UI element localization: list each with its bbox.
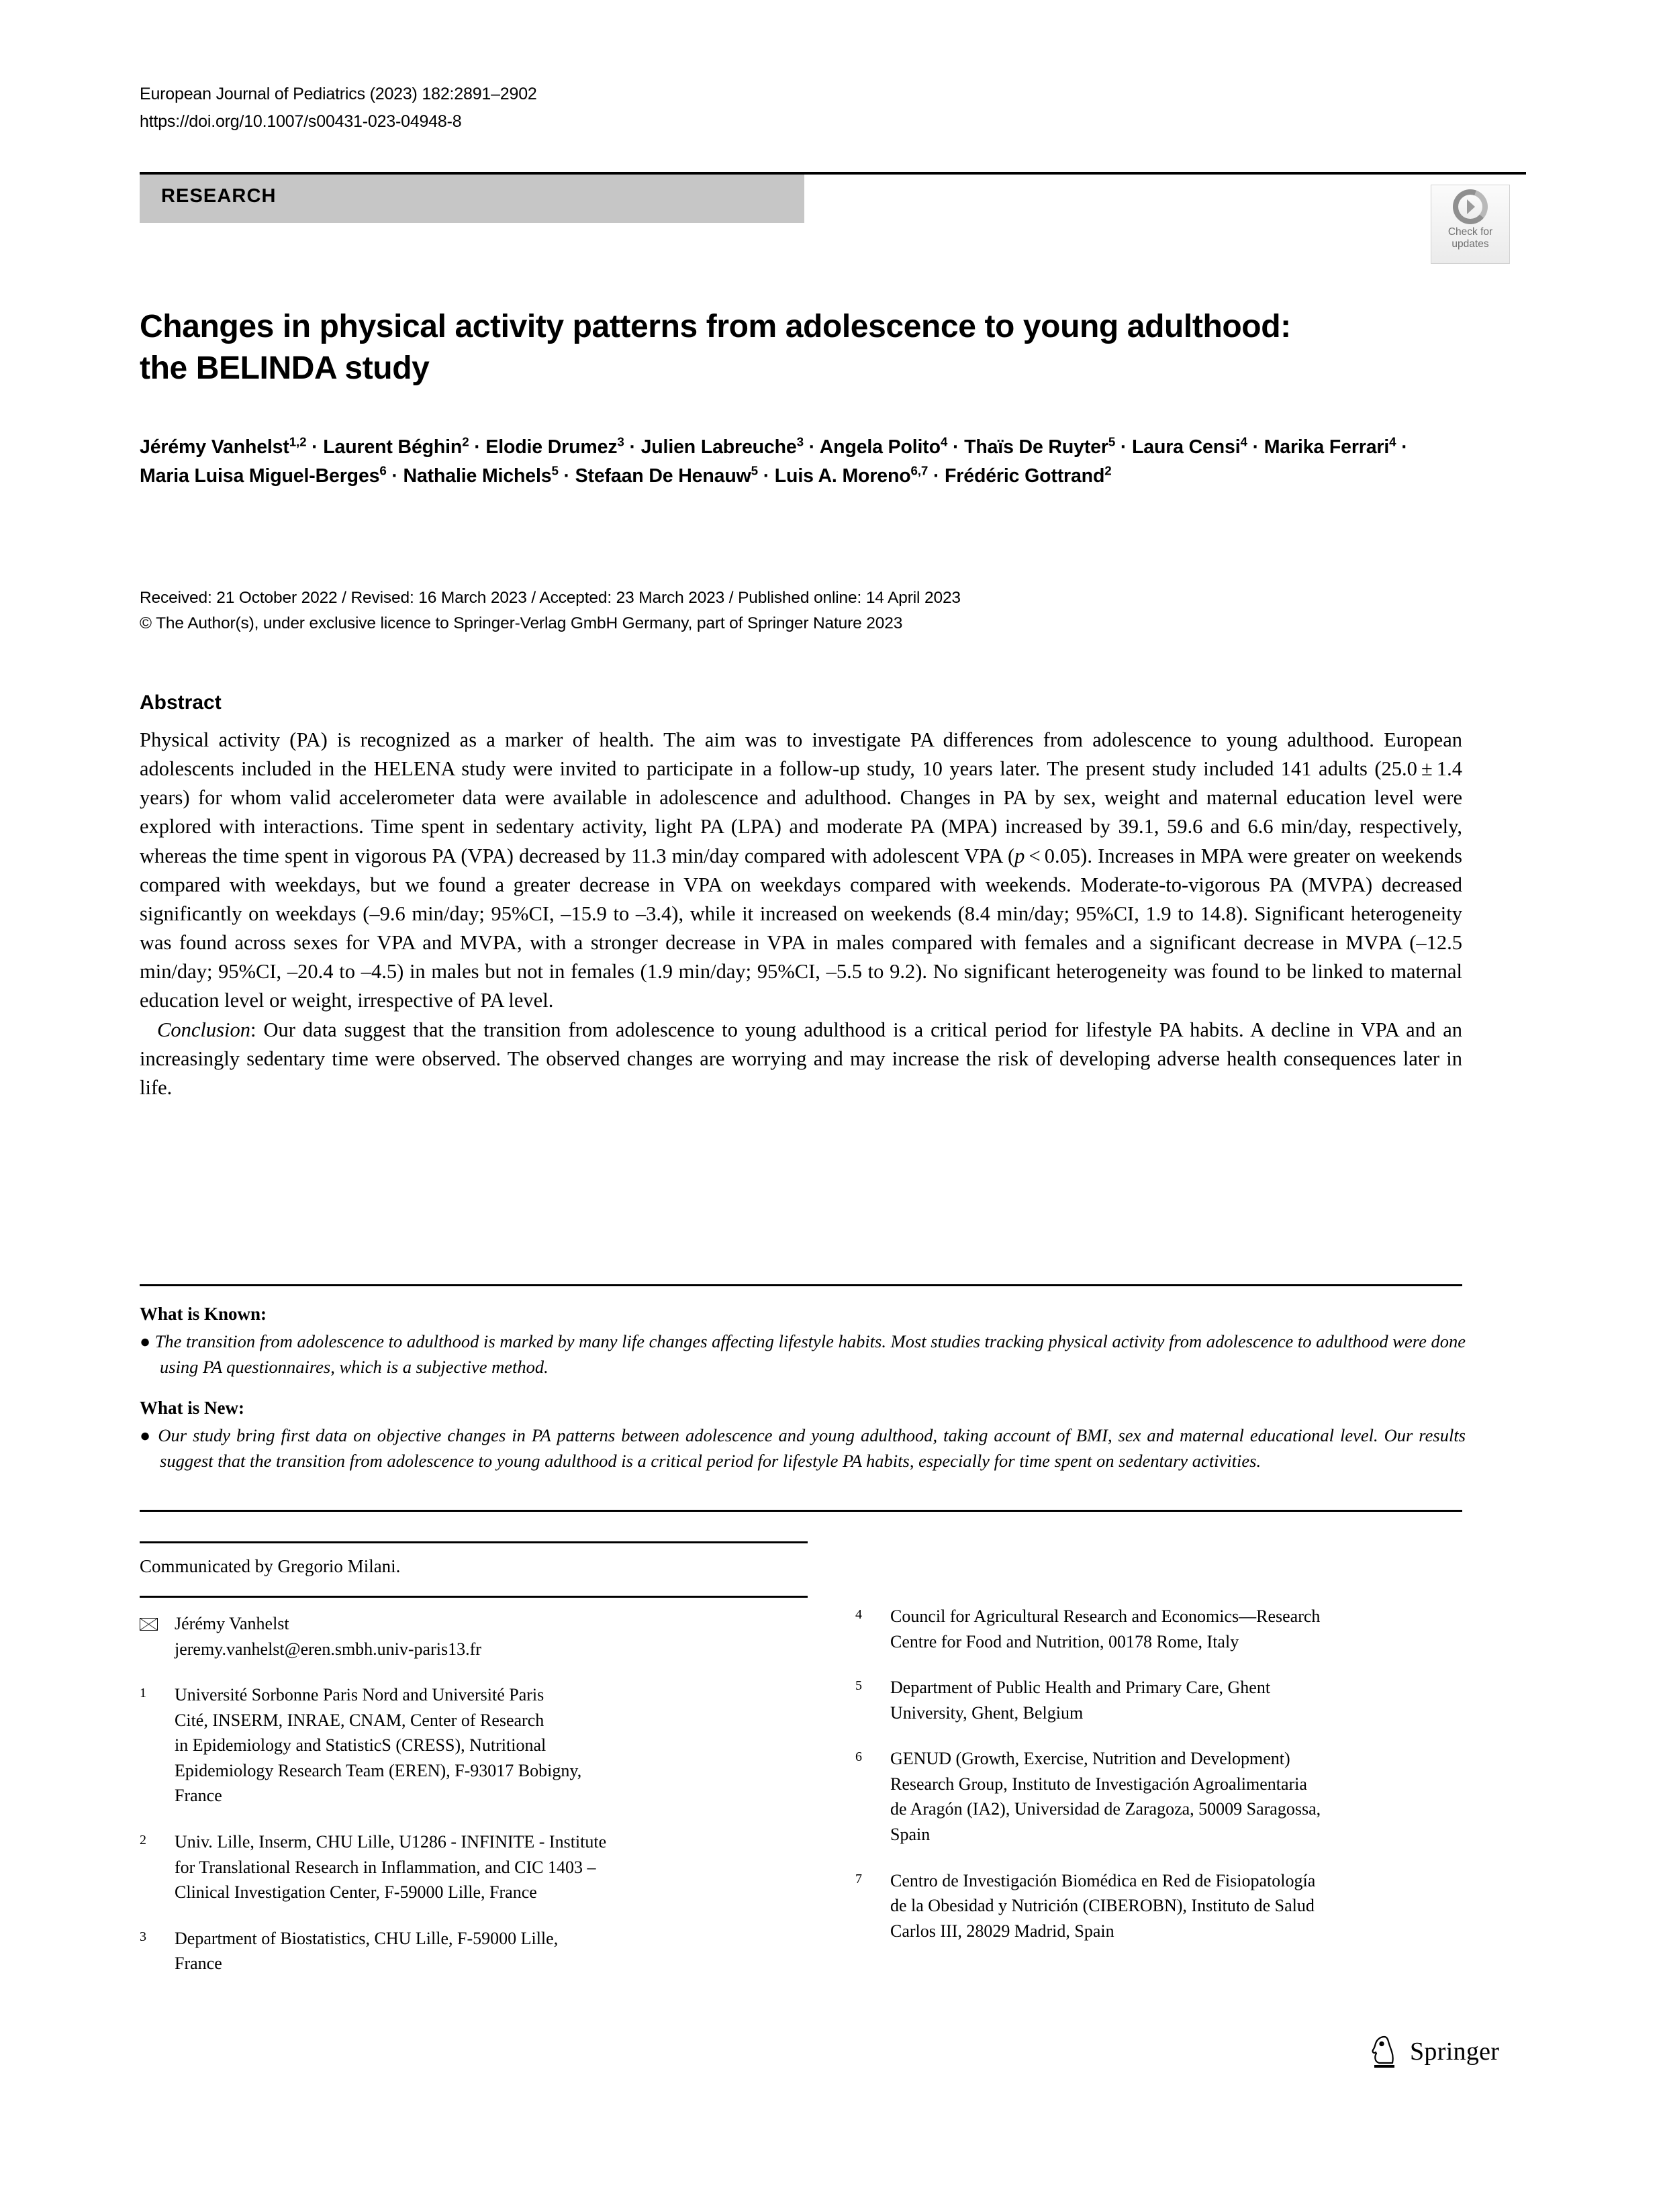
affiliation-line: in Epidemiology and StatisticS (CRESS), Nutritional	[175, 1735, 546, 1756]
journal-header	[140, 81, 1214, 135]
affiliation-list-left	[140, 1682, 764, 1976]
what-is-new-item	[140, 1423, 1466, 1474]
affiliation-line: Department of Biostatistics, CHU Lille, F-59000 Lille,	[175, 1928, 559, 1948]
affiliation-line: Centre for Food and Nutrition, 00178 Rome, Italy	[890, 1631, 1239, 1651]
affiliation-marker: 4	[855, 1607, 862, 1622]
journal-citation: European Journal of Pediatrics (2023) 182:2891–2902	[140, 85, 537, 103]
affiliation-text	[175, 1829, 764, 1905]
affiliation-text	[175, 1926, 764, 1976]
communicated-bottom-rule	[140, 1596, 808, 1598]
corresponding-author-email[interactable]: jeremy.vanhelst@eren.smbh.univ-paris13.fr	[175, 1639, 481, 1659]
key-points-bottom-rule	[140, 1510, 1462, 1512]
affiliation-line: de Aragón (IA2), Universidad de Zaragoza, 50009 Saragossa,	[890, 1799, 1321, 1819]
affiliation-line: de la Obesidad y Nutrición (CIBEROBN), Instituto de Salud	[890, 1896, 1315, 1916]
communicated-by: Communicated by Gregorio Milani.	[140, 1556, 401, 1576]
affiliation-line: Spain	[890, 1824, 931, 1844]
check-for-updates-text	[1448, 226, 1492, 251]
affiliation-text	[890, 1604, 1480, 1654]
affiliation-entry	[855, 1868, 1480, 1944]
page-title: Changes in physical activity patterns from adolescence to young adulthood: the BELINDA study	[140, 309, 1291, 386]
affiliation-entry	[140, 1682, 764, 1809]
article-type-label: RESEARCH	[161, 185, 277, 207]
affiliation-line: Cité, INSERM, INRAE, CNAM, Center of Research	[175, 1710, 544, 1730]
affiliation-line: France	[175, 1786, 222, 1806]
bullet-icon: ●	[140, 1331, 151, 1352]
key-points-top-rule	[140, 1284, 1462, 1286]
corresponding-author-text	[175, 1611, 764, 1662]
publication-dates	[140, 585, 1456, 636]
corresponding-author-name: Jérémy Vanhelst	[175, 1614, 289, 1633]
received-revised-accepted-line: Received: 21 October 2022 / Revised: 16 March 2023 / Accepted: 23 March 2023 / Published online: 14 April 2023	[140, 589, 961, 607]
affiliation-marker: 2	[140, 1832, 146, 1847]
affiliation-line: Research Group, Instituto de Investigación Agroalimentaria	[890, 1774, 1307, 1794]
what-is-new-title: What is New:	[140, 1397, 244, 1418]
affiliation-line: Council for Agricultural Research and Economics—Research	[890, 1606, 1321, 1626]
check-for-updates-icon	[1453, 189, 1488, 224]
affiliation-marker: 5	[855, 1678, 862, 1694]
affiliation-entry	[140, 1829, 764, 1905]
affiliation-line: Clinical Investigation Center, F-59000 Lille, France	[175, 1882, 537, 1903]
affiliation-line: for Translational Research in Inflammation, and CIC 1403 –	[175, 1857, 596, 1877]
affiliation-text	[890, 1746, 1480, 1847]
affiliation-marker: 1	[140, 1686, 146, 1701]
affiliation-text	[890, 1868, 1480, 1944]
affiliation-entry	[140, 1926, 764, 1976]
affiliation-line: GENUD (Growth, Exercise, Nutrition and Development)	[890, 1749, 1290, 1769]
what-is-known-item	[140, 1329, 1466, 1380]
copyright-line: © The Author(s), under exclusive licence to Springer-Verlag GmbH Germany, part of Springer Nature 2023	[140, 614, 903, 632]
abstract-paragraph: Physical activity (PA) is recognized as a marker of health. The aim was to investigate PA differences from adolescence to young adulthood. European adolescents included in the HELENA study were invited to participate in a follow-up study, 10 years later. The present study included 141 adults (25.0 ± 1.4 years) for whom valid accelerometer data were available in adolescence and adulthood. Changes in PA by sex, weight and maternal education level were explored with interactions. Time spent in sedentary activity, light PA (LPA) and moderate PA (MPA) increased by 39.1, 59.6 and 6.6 min/day, respectively, whereas the time spent in vigorous PA (VPA) decreased by 11.3 min/day compared with adolescent VPA (p < 0.05). Increases in MPA were greater on weekends compared with weekdays, but we found a greater decrease in VPA on weekdays compared with weekends. Moderate-to-vigorous PA (MVPA) decreased significantly on weekdays (–9.6 min/day; 95%CI, –15.9 to –3.4), while it increased on weekends (8.4 min/day; 95%CI, 1.9 to 14.8). Significant heterogeneity was found across sexes for VPA and MVPA, with a stronger decrease in VPA in males compared with females and a significant decrease in MVPA (–12.5 min/day; 95%CI, –20.4 to –4.5) in males but not in females (1.9 min/day; 95%CI, –5.5 to 9.2). No significant heterogeneity was found to be linked to maternal education level or weight, irrespective of PA level.	[140, 728, 1462, 1012]
abstract-conclusion: Conclusion: Our data suggest that the transition from adolescence to young adulthood is a critical period for lifestyle PA habits. A decline in VPA and an increasingly sedentary time were observed. The observed changes are worrying and may increase the risk of developing adverse health consequences later in life.	[140, 1018, 1462, 1099]
bookmark-icon	[1467, 199, 1475, 214]
key-points-block	[140, 1301, 1466, 1474]
communicated-top-rule	[140, 1541, 808, 1543]
author-list: Jérémy Vanhelst$^{1,2}$ · Laurent Béghin$^2$ · Elodie Drumez$^3$ · Julien Labreuche$^3$ · Angela Polito$^4$ · Thaïs De Ruyter$^5$ · Laura Censi$^4$ · Marika Ferrari$^4$ · Maria Luisa Miguel-Berges$^6$ · Nathalie Michels$^5$ · Stefaan De Henauw$^5$ · Luis A. Moreno$^{6,7}$ · Frédéric Gottrand$^2$	[140, 434, 1408, 487]
affiliation-entry	[855, 1675, 1480, 1725]
affiliation-line: University, Ghent, Belgium	[890, 1702, 1084, 1723]
affiliation-entry	[855, 1604, 1480, 1654]
check-updates-line1: Check for	[1447, 226, 1493, 238]
abstract-heading: Abstract	[140, 691, 222, 714]
key-points-spacer	[140, 1380, 1466, 1395]
envelope-icon	[140, 1611, 175, 1662]
affiliations-right-column	[855, 1604, 1480, 1964]
affiliation-marker: 7	[855, 1871, 862, 1886]
journal-doi[interactable]: https://doi.org/10.1007/s00431-023-04948-8	[140, 111, 462, 131]
affiliation-list-right	[855, 1604, 1480, 1943]
affiliation-line: France	[175, 1954, 222, 1974]
what-is-new-text: Our study bring first data on objective changes in PA patterns between adolescence and young adulthood, taking account of BMI, sex and maternal educational level. Our results suggest that the transition from adolescence to young adulthood is a critical period for lifestyle PA habits, especially for time spent on sedentary activities.	[158, 1425, 1466, 1471]
what-is-known-text: The transition from adolescence to adulthood is marked by many life changes affecting lifestyle habits. Most studies tracking physical activity from adolescence to adulthood were done using PA questionnaires, which is a subjective method.	[154, 1331, 1466, 1377]
check-updates-line2: updates	[1452, 238, 1489, 250]
affiliation-line: Department of Public Health and Primary Care, Ghent	[890, 1678, 1271, 1698]
affiliation-line: Centro de Investigación Biomédica en Red de Fisiopatología	[890, 1870, 1316, 1890]
corresponding-author-block	[140, 1611, 764, 1662]
affiliation-line: Univ. Lille, Inserm, CHU Lille, U1286 - INFINITE - Institute	[175, 1831, 607, 1852]
bullet-icon: ●	[140, 1425, 152, 1445]
affiliation-entry	[855, 1746, 1480, 1847]
affiliation-marker: 6	[855, 1749, 862, 1765]
publisher-logo	[1370, 2034, 1499, 2069]
springer-wordmark: Springer	[1410, 2037, 1500, 2066]
affiliation-line: Carlos III, 28029 Madrid, Spain	[890, 1921, 1114, 1941]
affiliation-line: Epidemiology Research Team (EREN), F-93017 Bobigny,	[175, 1760, 582, 1780]
abstract-body	[140, 726, 1462, 1102]
affiliation-text	[175, 1682, 764, 1809]
affiliation-marker: 3	[140, 1929, 146, 1944]
affiliations-left-column	[140, 1611, 764, 1997]
check-for-updates-badge[interactable]	[1431, 185, 1510, 264]
springer-knight-logo	[1370, 2034, 1400, 2069]
what-is-known-title: What is Known:	[140, 1304, 267, 1324]
affiliation-line: Université Sorbonne Paris Nord and Université Paris	[175, 1685, 544, 1705]
affiliation-text	[890, 1675, 1480, 1725]
